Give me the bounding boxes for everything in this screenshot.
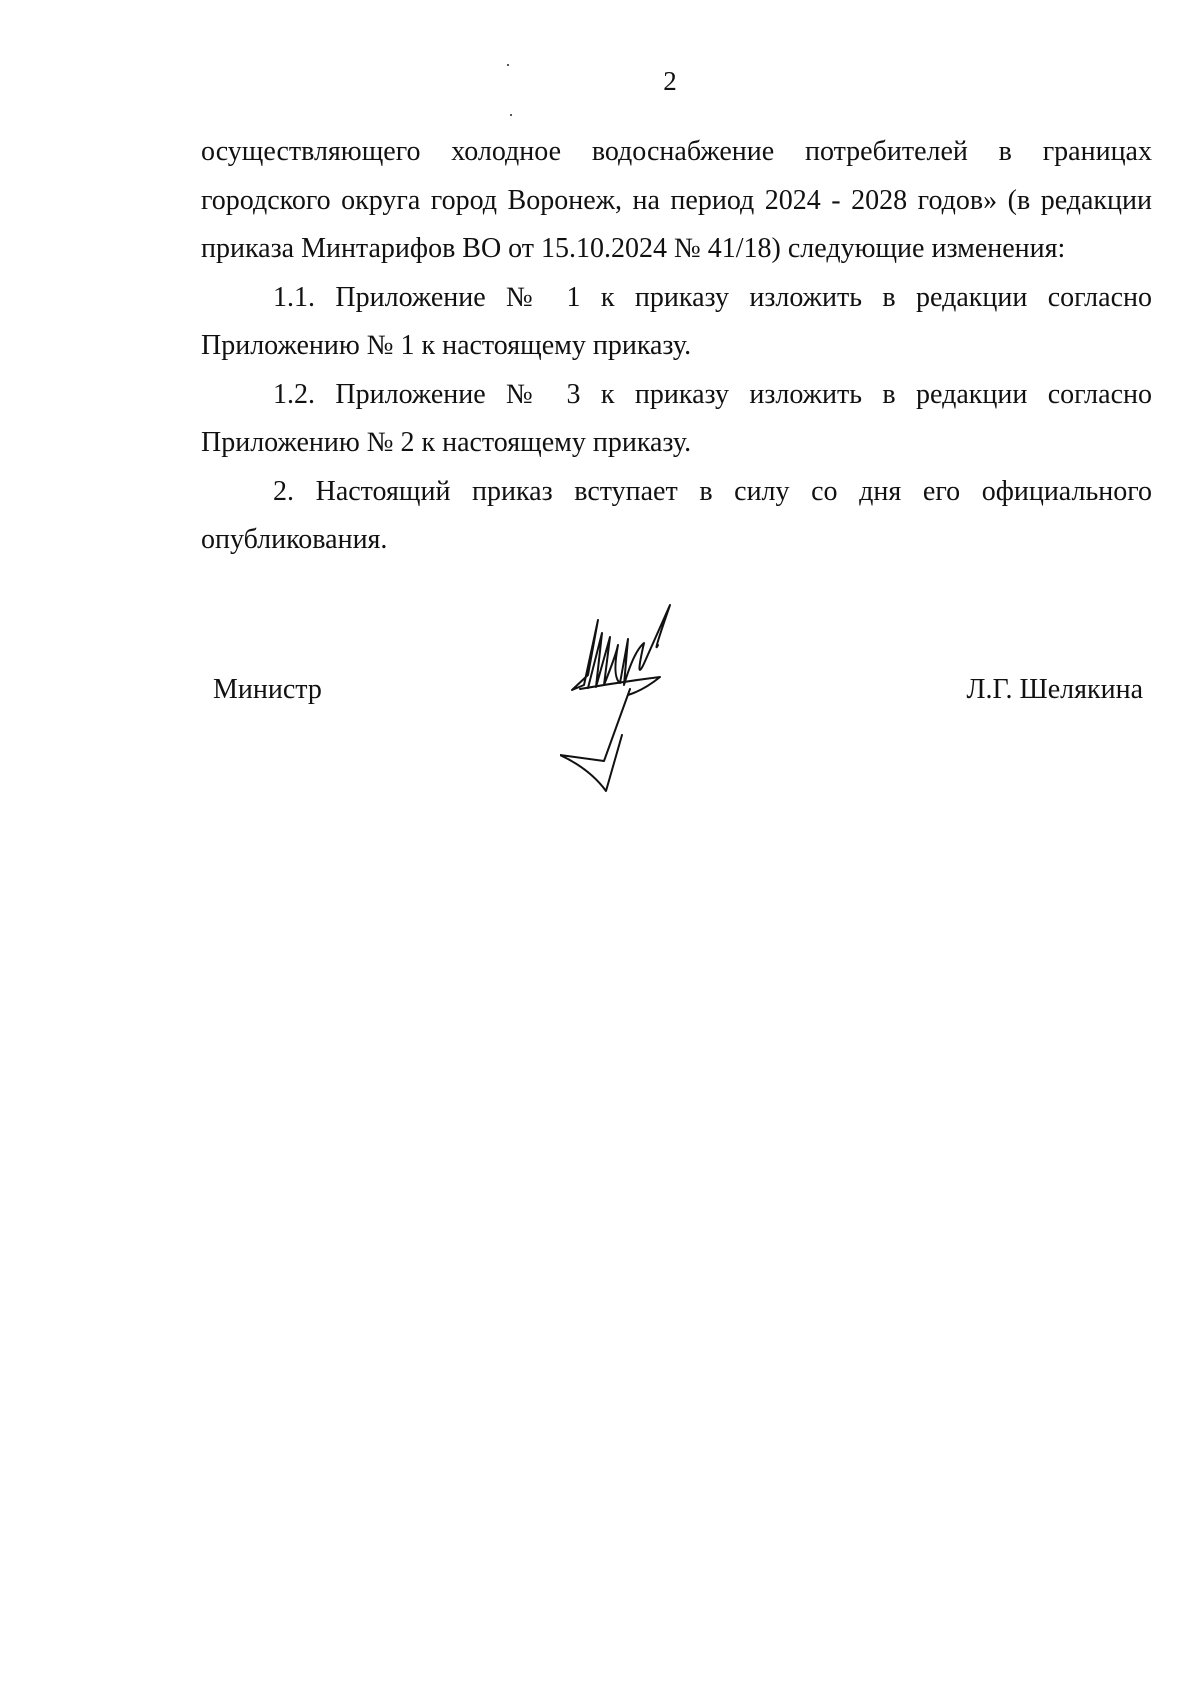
- paragraph-continuation: осуществляющего холодное водоснабжение потребителей в границах городского округа город Воронеж, на период 2024 - 2028 годов» (в редакции приказа Минтарифов ВО от 15.10.2024 № 41/18) следующие изменения:: [201, 136, 1152, 264]
- page-number: 2: [663, 66, 677, 96]
- document-body: [201, 128, 1152, 565]
- paragraph-item-2: 2. Настоящий приказ вступает в силу со дня его официального опубликования.: [201, 475, 1152, 555]
- signer-name: Л.Г. Шелякина: [966, 674, 1143, 705]
- paragraph-item-1-1: 1.1. Приложение № 1 к приказу изложить в редакции согласно Приложению № 1 к настоящему приказу.: [201, 281, 1152, 361]
- handwritten-signature: [560, 585, 730, 800]
- signer-position: Министр: [213, 674, 322, 705]
- scan-speck: [507, 64, 509, 66]
- paragraph-item-1-2: 1.2. Приложение № 3 к приказу изложить в редакции согласно Приложению № 2 к настоящему приказу.: [201, 378, 1152, 458]
- scan-speck: [510, 114, 512, 116]
